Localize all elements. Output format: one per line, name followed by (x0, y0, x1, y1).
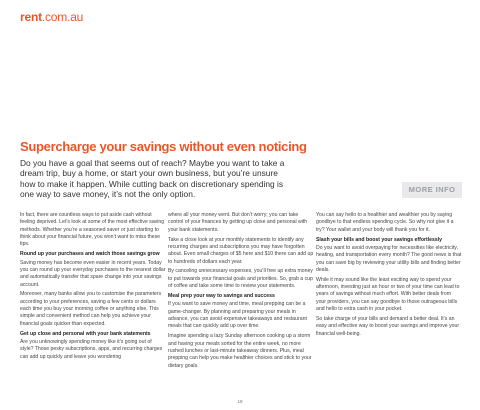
brand-name: rent (20, 10, 42, 24)
paragraph: Moreover, many banks allow you to customise the parameters according to your preferences, saving a few cents or dollars each time you buy your morning coffee or anything else. This simple and convenient method can help you achieve your financial goals quicker than expected. (20, 291, 162, 327)
section-heading: Slash your bills and boost your savings effortlessly (316, 236, 442, 243)
paragraph: If you want to save money and time, meal prepping can be a game-changer. By planning and preparing your meals in advance, you can avoid expensive takeaways and restaurant meals that can quickly add up over time. (168, 301, 307, 330)
paragraph: where all your money went. But don’t worry; you can take control of your finances by getting up close and personal with your bank statements. (168, 212, 308, 233)
section-heading: Get up close and personal with your bank statements (20, 330, 151, 337)
paragraph: Imagine spending a lazy Sunday afternoon cooking up a storm and having your meals sorted for the entire week, no more rushed lunches or last-minute takeaway dinners. Plus, meal prepping can help you make healthier choices and stick to your dietary goals. (168, 333, 312, 369)
paragraph: Are you unknowingly spending money like it’s going out of style? Those pesky subscriptions, apps, and recurring charges can add up quickly and leave you wondering (20, 339, 163, 360)
more-info-button[interactable]: MORE INFO (402, 182, 462, 198)
article-column-2 (168, 212, 314, 372)
paragraph: You can say hello to a healthier and wealthier you by saying goodbye to that endless spending cycle. So why not give it a try? Your wallet and your body will thank you for it. (316, 212, 454, 233)
brand-logo (20, 10, 83, 24)
intro-paragraph: Do you have a goal that seems out of reach? Maybe you want to take a dream trip, buy a home, or start your own business, but you’re unsure how to make it happen. While cutting back on discretionary spending is one way to save money, it’s not the only option. (20, 158, 285, 200)
article-column-3 (316, 212, 462, 341)
article-column-1 (20, 212, 166, 364)
paragraph: Do you want to avoid overpaying for necessities like electricity, heating, and transportation every month? The good news is that you can save big by reviewing your utility bills and finding better deals. (316, 244, 462, 273)
paragraph: Take a close look at your monthly statements to identify any recurring charges and subscriptions you may have forgotten about. Even small charges of $5 here and $10 there can add up to hundreds of dollars each year. (168, 236, 314, 265)
paragraph: So take charge of your bills and demand a better deal. It’s an easy and effective way to boost your savings and improve your financial well-being. (316, 315, 460, 337)
page-number: 18 (237, 399, 243, 404)
section-heading: Round up your purchases and watch those savings grow (20, 251, 160, 258)
article-headline: Supercharge your savings without even noticing (20, 139, 307, 154)
paragraph: Saving money has become even easier in recent years. Today you can round up your everyday purchases to the nearest dollar and automatically transfer that spare change into your savings account. (20, 259, 166, 288)
section-heading: Meal prep your way to savings and success (168, 292, 275, 299)
paragraph: In fact, there are countless ways to put aside cash without feeling deprived. Let’s look at some of the most effective saving methods. Whether you’re a seasoned saver or just starting to think about your financial future, you won’t want to miss these tips. (20, 212, 165, 248)
paragraph: By canceling unnecessary expenses, you’ll free up extra money to put towards your financial goals and priorities. So, grab a cup of coffee and take some time to review your statements. (168, 268, 313, 290)
brand-suffix: .com.au (41, 10, 84, 24)
paragraph: While it may sound like the least exciting way to spend your afternoon, investing just an hour or two of your time can lead to years of savings without much effort. With better deals from your providers, you can say goodbye to those outrageous bills and hello to extra cash in your pocket. (316, 276, 460, 313)
